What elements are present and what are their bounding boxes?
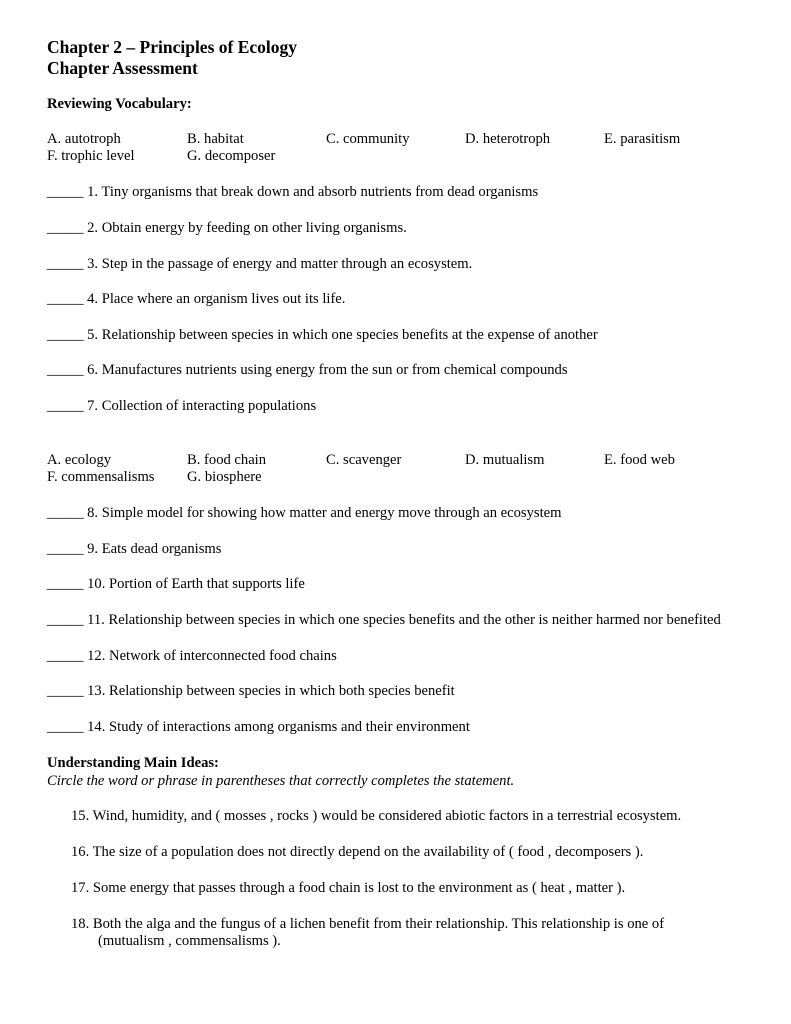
- vocab-question: _____ 6. Manufactures nutrients using energy from the sun or from chemical compounds: [47, 362, 568, 378]
- vocab-question: _____ 2. Obtain energy by feeding on other living organisms.: [47, 220, 407, 236]
- vocab-question: _____ 7. Collection of interacting populations: [47, 398, 317, 414]
- word-bank-term: C. scavenger: [326, 452, 402, 468]
- word-bank-term: E. food web: [604, 452, 675, 468]
- vocab-question: _____ 11. Relationship between species in which one species benefits and the other is neither harmed nor benefited: [47, 612, 721, 628]
- main-ideas-instructions: Circle the word or phrase in parentheses that correctly completes the statement.: [47, 773, 515, 789]
- main-ideas-heading: Understanding Main Ideas:: [47, 755, 219, 771]
- vocab-question: _____ 3. Step in the passage of energy and matter through an ecosystem.: [47, 256, 473, 272]
- vocab-question: _____ 8. Simple model for showing how matter and energy move through an ecosystem: [47, 505, 562, 521]
- word-bank-term: E. parasitism: [604, 131, 681, 147]
- title-line-1: Chapter 2 – Principles of Ecology: [47, 37, 298, 57]
- word-bank-term: F. commensalisms: [47, 469, 155, 485]
- vocab-heading: Reviewing Vocabulary:: [47, 96, 192, 112]
- word-bank-term: C. community: [326, 131, 410, 147]
- vocab-question: _____ 5. Relationship between species in which one species benefits at the expense of another: [47, 327, 598, 343]
- main-idea-question: 15. Wind, humidity, and ( mosses , rocks ) would be considered abiotic factors in a terrestrial ecosystem.: [71, 808, 682, 824]
- main-idea-question: 16. The size of a population does not directly depend on the availability of ( food , decomposers ).: [71, 844, 644, 860]
- main-idea-question-continuation: (mutualism , commensalisms ).: [98, 933, 281, 949]
- word-bank-term: B. food chain: [187, 452, 267, 468]
- word-bank-term: F. trophic level: [47, 148, 135, 164]
- vocab-question: _____ 12. Network of interconnected food chains: [47, 648, 337, 664]
- vocab-question: _____ 9. Eats dead organisms: [47, 541, 222, 557]
- vocab-question: _____ 14. Study of interactions among organisms and their environment: [47, 719, 470, 735]
- word-bank-term: B. habitat: [187, 131, 244, 147]
- vocab-question: _____ 1. Tiny organisms that break down and absorb nutrients from dead organisms: [47, 184, 539, 200]
- word-bank-term: D. heterotroph: [465, 131, 551, 147]
- word-bank-term: D. mutualism: [465, 452, 545, 468]
- word-bank-term: A. ecology: [47, 452, 112, 468]
- main-idea-question: 17. Some energy that passes through a food chain is lost to the environment as ( heat , matter ).: [71, 880, 626, 896]
- main-idea-question: 18. Both the alga and the fungus of a lichen benefit from their relationship. This relationship is one of: [71, 916, 665, 932]
- word-bank-term: G. decomposer: [187, 148, 276, 164]
- title-line-2: Chapter Assessment: [47, 58, 198, 78]
- vocab-question: _____ 13. Relationship between species in which both species benefit: [47, 683, 455, 699]
- vocab-question: _____ 4. Place where an organism lives out its life.: [47, 291, 346, 307]
- word-bank-term: A. autotroph: [47, 131, 121, 147]
- word-bank-term: G. biosphere: [187, 469, 262, 485]
- vocab-question: _____ 10. Portion of Earth that supports life: [47, 576, 305, 592]
